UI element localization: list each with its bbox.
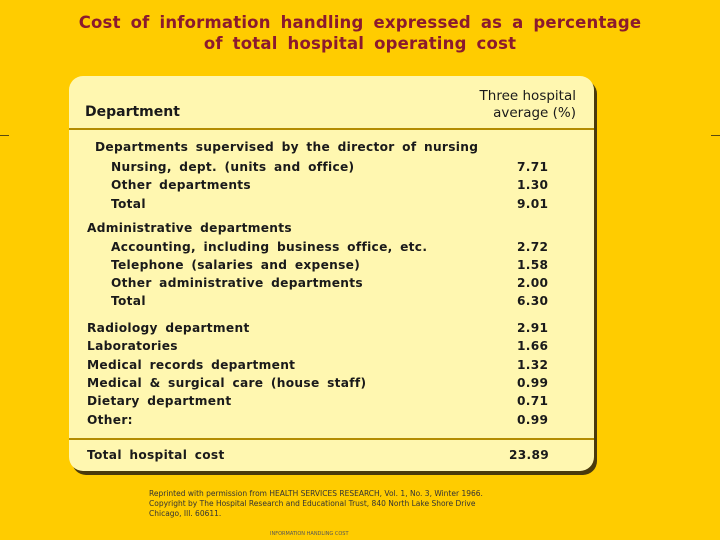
row-value: 9.01 xyxy=(517,197,549,211)
column-header-average-line-2: average (%) xyxy=(493,105,576,121)
row-value: 2.72 xyxy=(517,240,549,254)
table-row xyxy=(69,356,594,374)
title-line-2: of total hospital operating cost xyxy=(203,34,517,53)
total-divider xyxy=(69,438,594,440)
row-value: 0.71 xyxy=(517,394,549,408)
row-label: Telephone (salaries and expense) xyxy=(111,258,361,272)
row-value: 1.66 xyxy=(517,339,549,353)
table-row xyxy=(69,337,594,355)
column-header-average xyxy=(480,88,576,122)
row-label: Other: xyxy=(87,413,133,427)
total-label: Total hospital cost xyxy=(87,448,225,462)
table-row xyxy=(69,374,594,392)
row-value: 1.30 xyxy=(517,178,549,192)
table-row xyxy=(69,319,594,337)
row-value: 1.32 xyxy=(517,358,549,372)
row-value: 0.99 xyxy=(517,376,549,390)
table-row xyxy=(69,411,594,429)
right-edge-tick xyxy=(711,135,720,136)
row-label: Radiology department xyxy=(87,321,250,335)
cost-table-card xyxy=(69,76,594,471)
footnote-line-2: Copyright by The Hospital Research and Educational Trust, 840 North Lake Shore Drive xyxy=(149,499,476,508)
row-label: Total xyxy=(111,197,146,211)
row-label: Dietary department xyxy=(87,394,232,408)
row-value: 7.71 xyxy=(517,160,549,174)
table-row xyxy=(69,256,594,274)
table-row xyxy=(69,176,594,194)
row-label: Accounting, including business office, etc. xyxy=(111,240,428,254)
table-row xyxy=(69,195,594,213)
table-row xyxy=(69,292,594,310)
table-row xyxy=(69,138,594,156)
left-edge-tick xyxy=(0,135,9,136)
column-header-average-line-1: Three hospital xyxy=(479,88,576,104)
row-label: Administrative departments xyxy=(87,221,292,235)
row-label: Total xyxy=(111,294,146,308)
row-value: 1.58 xyxy=(517,258,549,272)
table-row xyxy=(69,274,594,292)
row-label: Nursing, dept. (units and office) xyxy=(111,160,355,174)
footnote-line-1: Reprinted with permission from HEALTH SERVICES RESEARCH, Vol. 1, No. 3, Winter 1966. xyxy=(149,489,483,498)
row-label: Departments supervised by the director of nursing xyxy=(95,140,479,154)
table-row xyxy=(69,238,594,256)
source-footnote xyxy=(149,489,569,519)
row-label: Medical records department xyxy=(87,358,296,372)
table-row xyxy=(69,158,594,176)
table-row xyxy=(69,392,594,410)
row-label: Other departments xyxy=(111,178,251,192)
row-value: 2.91 xyxy=(517,321,549,335)
row-label: Other administrative departments xyxy=(111,276,363,290)
row-value: 0.99 xyxy=(517,413,549,427)
column-header-department: Department xyxy=(85,104,180,120)
row-label: Laboratories xyxy=(87,339,178,353)
row-label: Medical & surgical care (house staff) xyxy=(87,376,367,390)
footnote-line-3: Chicago, Ill. 60611. xyxy=(149,509,222,518)
total-value: 23.89 xyxy=(509,448,550,462)
row-value: 6.30 xyxy=(517,294,549,308)
row-value: 2.00 xyxy=(517,276,549,290)
table-row xyxy=(69,219,594,237)
bottom-caption: INFORMATION HANDLING COST xyxy=(270,531,349,537)
total-row xyxy=(69,446,594,464)
title-line-1: Cost of information handling expressed as a percentage xyxy=(78,13,642,32)
header-divider xyxy=(69,128,594,130)
slide-title xyxy=(0,12,720,54)
